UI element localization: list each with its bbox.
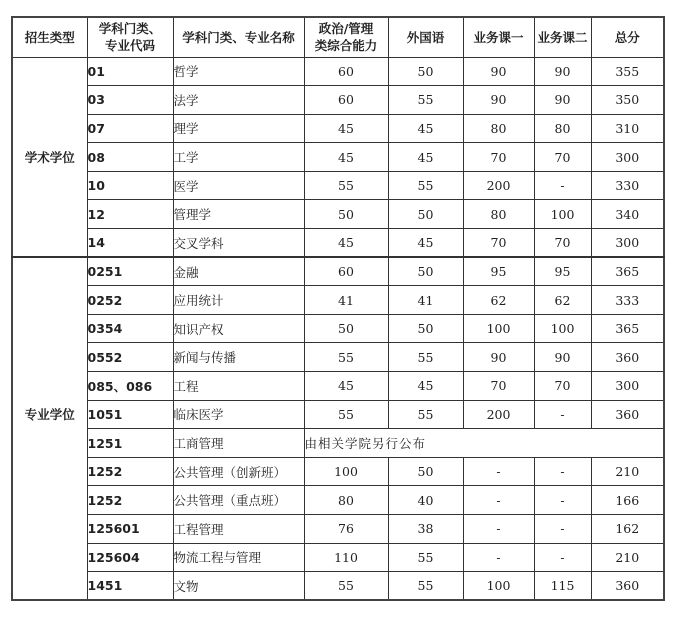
- subject-name: 管理学: [173, 200, 304, 229]
- subject-code: 1252: [87, 457, 173, 486]
- table-row: [12, 314, 664, 343]
- table-row: [12, 515, 664, 544]
- total-score: 300: [591, 372, 664, 401]
- total-score: 330: [591, 171, 664, 200]
- course2-score: 95: [534, 257, 591, 286]
- subject-name: 工程管理: [173, 515, 304, 544]
- foreign-score: 45: [388, 229, 463, 258]
- table-row: [12, 57, 664, 86]
- foreign-score: 50: [388, 57, 463, 86]
- foreign-score: 55: [388, 400, 463, 429]
- subject-code: 1451: [87, 572, 173, 601]
- course2-score: -: [534, 486, 591, 515]
- table-row: [12, 257, 664, 286]
- table-row: [12, 543, 664, 572]
- politics-score: 41: [304, 286, 388, 315]
- subject-name: 金融: [173, 257, 304, 286]
- course1-score: 90: [463, 343, 534, 372]
- table-row: [12, 457, 664, 486]
- course1-score: -: [463, 486, 534, 515]
- course2-score: 70: [534, 143, 591, 172]
- course1-score: 90: [463, 86, 534, 115]
- table-row: [12, 572, 664, 601]
- course1-score: 95: [463, 257, 534, 286]
- subject-code: 01: [87, 57, 173, 86]
- course2-score: 70: [534, 372, 591, 401]
- course1-score: -: [463, 543, 534, 572]
- subject-code: 085、086: [87, 372, 173, 401]
- politics-score: 80: [304, 486, 388, 515]
- course1-score: 200: [463, 171, 534, 200]
- course2-score: 70: [534, 229, 591, 258]
- politics-score: 45: [304, 372, 388, 401]
- subject-code: 125604: [87, 543, 173, 572]
- politics-score: 60: [304, 86, 388, 115]
- subject-code: 1252: [87, 486, 173, 515]
- course1-score: 90: [463, 57, 534, 86]
- course1-score: 100: [463, 314, 534, 343]
- foreign-score: 55: [388, 572, 463, 601]
- table-row: [12, 229, 664, 258]
- subject-name: 公共管理（重点班）: [173, 486, 304, 515]
- politics-score: 60: [304, 57, 388, 86]
- foreign-score: 41: [388, 286, 463, 315]
- admission-type-professional: 专业学位: [12, 257, 87, 600]
- subject-code: 1051: [87, 400, 173, 429]
- politics-score: 45: [304, 114, 388, 143]
- total-score: 310: [591, 114, 664, 143]
- foreign-score: 55: [388, 86, 463, 115]
- foreign-score: 50: [388, 457, 463, 486]
- politics-score: 55: [304, 171, 388, 200]
- header-course2: 业务课二: [534, 17, 591, 57]
- table-row: [12, 200, 664, 229]
- total-score: 350: [591, 86, 664, 115]
- total-score: 300: [591, 229, 664, 258]
- subject-name: 哲学: [173, 57, 304, 86]
- politics-score: 50: [304, 200, 388, 229]
- politics-score: 110: [304, 543, 388, 572]
- total-score: 360: [591, 400, 664, 429]
- admission-type-academic: 学术学位: [12, 57, 87, 257]
- subject-code: 0252: [87, 286, 173, 315]
- course1-score: 80: [463, 200, 534, 229]
- subject-code: 08: [87, 143, 173, 172]
- subject-name: 交叉学科: [173, 229, 304, 258]
- subject-name: 文物: [173, 572, 304, 601]
- subject-name: 理学: [173, 114, 304, 143]
- score-table: [11, 16, 665, 601]
- total-score: 162: [591, 515, 664, 544]
- subject-name: 医学: [173, 171, 304, 200]
- subject-name: 新闻与传播: [173, 343, 304, 372]
- course2-score: 90: [534, 86, 591, 115]
- politics-score: 55: [304, 400, 388, 429]
- foreign-score: 38: [388, 515, 463, 544]
- table-header-row: [12, 17, 664, 57]
- subject-name: 工学: [173, 143, 304, 172]
- foreign-score: 55: [388, 343, 463, 372]
- course2-score: 90: [534, 57, 591, 86]
- subject-code: 14: [87, 229, 173, 258]
- subject-name: 物流工程与管理: [173, 543, 304, 572]
- header-foreign: 外国语: [388, 17, 463, 57]
- table-row: [12, 343, 664, 372]
- table-row: [12, 400, 664, 429]
- subject-name: 应用统计: [173, 286, 304, 315]
- subject-name: 公共管理（创新班）: [173, 457, 304, 486]
- header-type: 招生类型: [12, 17, 87, 57]
- foreign-score: 45: [388, 372, 463, 401]
- course2-score: -: [534, 457, 591, 486]
- subject-code: 125601: [87, 515, 173, 544]
- course1-score: 100: [463, 572, 534, 601]
- foreign-score: 45: [388, 114, 463, 143]
- table-row: [12, 429, 664, 458]
- politics-score: 76: [304, 515, 388, 544]
- total-score: 210: [591, 457, 664, 486]
- total-score: 360: [591, 343, 664, 372]
- foreign-score: 50: [388, 200, 463, 229]
- subject-name: 工商管理: [173, 429, 304, 458]
- course2-score: -: [534, 400, 591, 429]
- politics-score: 45: [304, 143, 388, 172]
- course1-score: 70: [463, 229, 534, 258]
- course2-score: -: [534, 515, 591, 544]
- foreign-score: 55: [388, 171, 463, 200]
- foreign-score: 50: [388, 314, 463, 343]
- politics-score: 45: [304, 229, 388, 258]
- total-score: 365: [591, 257, 664, 286]
- subject-name: 知识产权: [173, 314, 304, 343]
- table-row: [12, 143, 664, 172]
- header-course1: 业务课一: [463, 17, 534, 57]
- header-politics-line1: 政治/管理: [318, 21, 374, 37]
- table-row: [12, 114, 664, 143]
- subject-code: 0251: [87, 257, 173, 286]
- course1-score: -: [463, 515, 534, 544]
- subject-code: 10: [87, 171, 173, 200]
- header-politics: [304, 17, 388, 57]
- course2-score: 100: [534, 314, 591, 343]
- foreign-score: 55: [388, 543, 463, 572]
- total-score: 333: [591, 286, 664, 315]
- course1-score: -: [463, 457, 534, 486]
- subject-code: 12: [87, 200, 173, 229]
- total-score: 210: [591, 543, 664, 572]
- foreign-score: 40: [388, 486, 463, 515]
- course1-score: 62: [463, 286, 534, 315]
- subject-code: 03: [87, 86, 173, 115]
- course2-score: -: [534, 171, 591, 200]
- subject-name: 工程: [173, 372, 304, 401]
- table-row: [12, 171, 664, 200]
- course2-score: 80: [534, 114, 591, 143]
- politics-score: 55: [304, 343, 388, 372]
- foreign-score: 45: [388, 143, 463, 172]
- table-row: [12, 486, 664, 515]
- table-row: [12, 286, 664, 315]
- course2-score: 62: [534, 286, 591, 315]
- subject-code: 0552: [87, 343, 173, 372]
- header-politics-line2: 类综合能力: [314, 38, 378, 54]
- header-code: [87, 17, 173, 57]
- course1-score: 80: [463, 114, 534, 143]
- subject-code: 1251: [87, 429, 173, 458]
- subject-code: 07: [87, 114, 173, 143]
- table-row: [12, 86, 664, 115]
- subject-name: 临床医学: [173, 400, 304, 429]
- course2-score: 115: [534, 572, 591, 601]
- politics-score: 60: [304, 257, 388, 286]
- politics-score: 100: [304, 457, 388, 486]
- table-row: [12, 372, 664, 401]
- foreign-score: 50: [388, 257, 463, 286]
- header-total: 总分: [591, 17, 664, 57]
- politics-score: 50: [304, 314, 388, 343]
- politics-score: 55: [304, 572, 388, 601]
- header-code-line2: 专业代码: [104, 38, 155, 54]
- subject-name: 法学: [173, 86, 304, 115]
- course2-score: 90: [534, 343, 591, 372]
- course1-score: 200: [463, 400, 534, 429]
- total-score: 166: [591, 486, 664, 515]
- course2-score: 100: [534, 200, 591, 229]
- total-score: 355: [591, 57, 664, 86]
- total-score: 300: [591, 143, 664, 172]
- total-score: 365: [591, 314, 664, 343]
- header-code-line1: 学科门类、: [98, 21, 162, 37]
- score-note: 由相关学院另行公布: [304, 429, 664, 458]
- total-score: 360: [591, 572, 664, 601]
- course1-score: 70: [463, 143, 534, 172]
- subject-code: 0354: [87, 314, 173, 343]
- course1-score: 70: [463, 372, 534, 401]
- course2-score: -: [534, 543, 591, 572]
- total-score: 340: [591, 200, 664, 229]
- header-name: 学科门类、专业名称: [173, 17, 304, 57]
